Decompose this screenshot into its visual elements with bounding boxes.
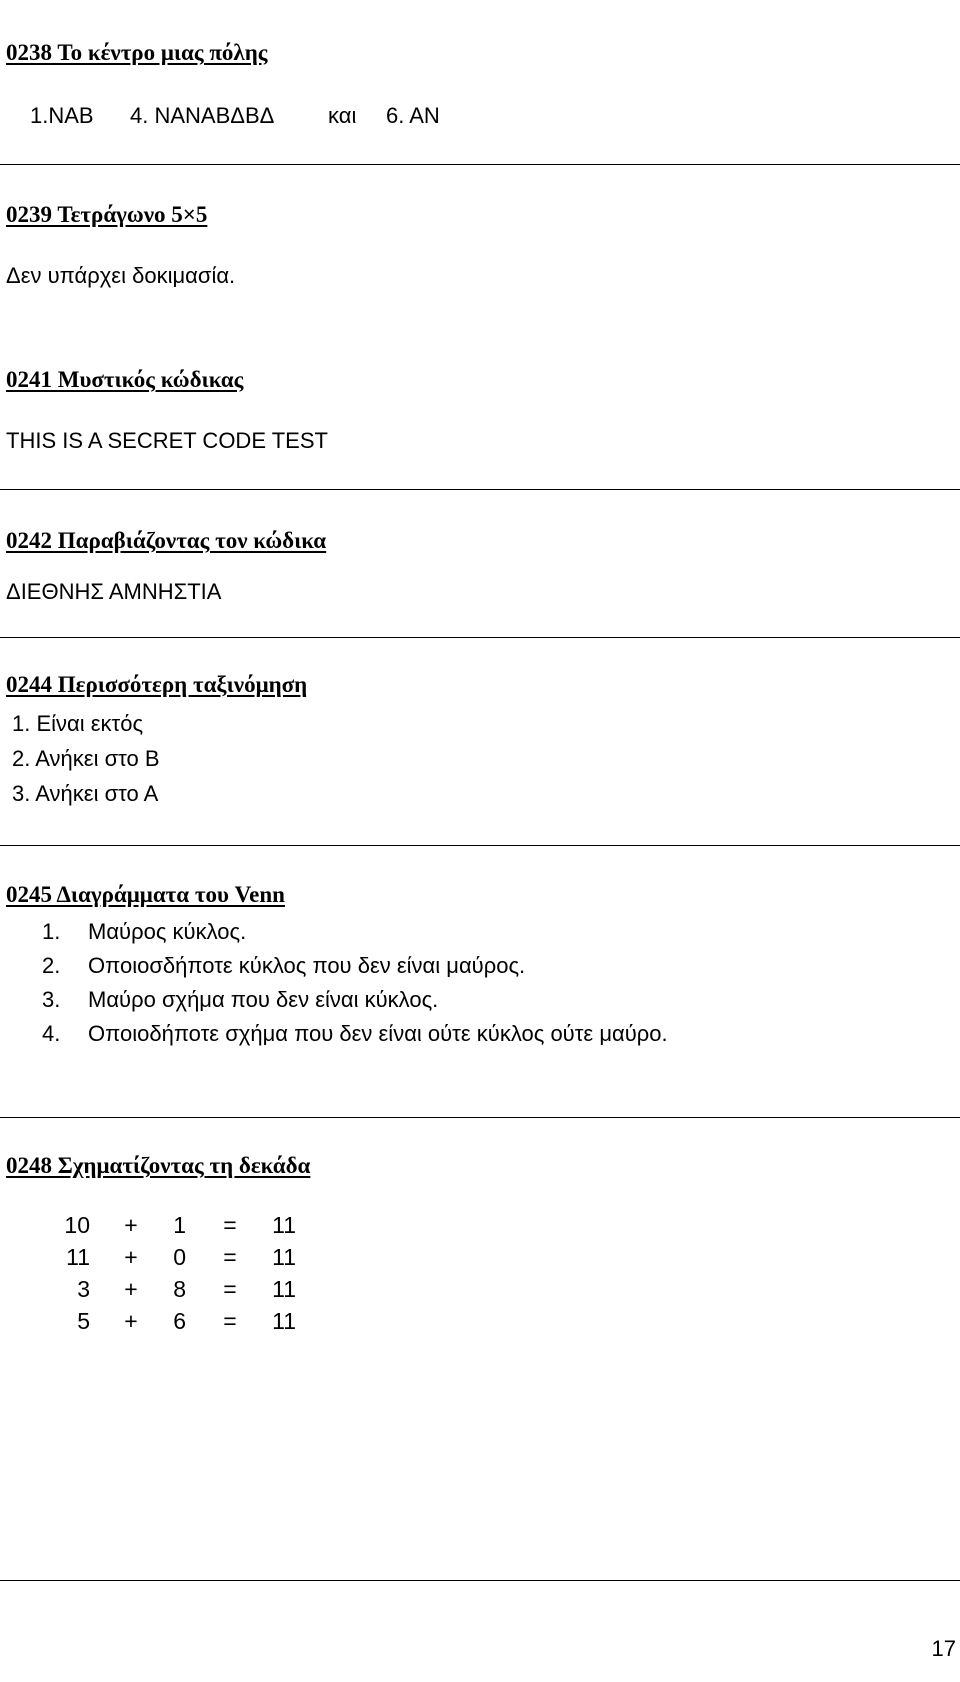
section-divider <box>0 637 960 638</box>
list-item: Οποιοδήποτε σχήμα που δεν είναι ούτε κύκλος ούτε μαύρο. <box>88 1021 668 1046</box>
addend: 5 <box>77 1308 90 1334</box>
equation-row <box>0 1244 330 1276</box>
list-item: Μαύρο σχήμα που δεν είναι κύκλος. <box>88 987 439 1012</box>
sum: 11 <box>272 1308 296 1334</box>
equation-row <box>0 1308 330 1340</box>
equals-sign: = <box>223 1276 237 1302</box>
answer-token: 6. ΑΝ <box>386 103 440 128</box>
answer-token: και <box>328 103 357 128</box>
list-item: 3. Ανήκει στο Α <box>12 781 159 806</box>
section-0239-title: 0239 Τετράγωνο 5×5 <box>6 202 208 227</box>
addend: 8 <box>173 1276 186 1302</box>
addend: 3 <box>77 1276 90 1302</box>
section-0245-title: 0245 Διαγράμματα του Venn <box>6 882 285 907</box>
equation-row <box>0 1212 330 1244</box>
section-0248-title: 0248 Σχηματίζοντας τη δεκάδα <box>6 1153 311 1178</box>
addend: 11 <box>66 1244 90 1270</box>
equals-sign: = <box>223 1308 237 1334</box>
sum: 11 <box>272 1212 296 1238</box>
list-item: Μαύρος κύκλος. <box>88 919 247 944</box>
section-divider <box>0 1117 960 1118</box>
list-item-number: 4. <box>42 1021 61 1046</box>
page-number: 17 <box>931 1636 956 1661</box>
footer-divider <box>0 1580 960 1581</box>
addend: 0 <box>173 1244 186 1270</box>
section-0244-title: 0244 Περισσότερη ταξινόμηση <box>6 672 308 697</box>
list-item-number: 3. <box>42 987 61 1012</box>
section-0241-text: THIS IS A SECRET CODE TEST <box>6 428 328 453</box>
section-divider <box>0 489 960 490</box>
equals-sign: = <box>223 1212 237 1238</box>
equation-row <box>0 1276 330 1308</box>
section-0238-title: 0238 Το κέντρο μιας πόλης <box>6 40 268 65</box>
sum: 11 <box>272 1244 296 1270</box>
addend: 6 <box>173 1308 186 1334</box>
answer-token: 4. ΝΑΝΑΒΔΒΔ <box>130 103 275 128</box>
section-divider <box>0 845 960 846</box>
list-item: 2. Ανήκει στο Β <box>12 746 160 771</box>
plus-sign: + <box>124 1276 138 1302</box>
section-0241-title: 0241 Μυστικός κώδικας <box>6 367 244 392</box>
section-0242-title: 0242 Παραβιάζοντας τον κώδικα <box>6 528 327 553</box>
sum: 11 <box>272 1276 296 1302</box>
list-item-number: 1. <box>42 919 61 944</box>
plus-sign: + <box>124 1308 138 1334</box>
list-item: Οποιοσδήποτε κύκλος που δεν είναι μαύρος. <box>88 953 526 978</box>
equals-sign: = <box>223 1244 237 1270</box>
plus-sign: + <box>124 1212 138 1238</box>
list-item: 1. Είναι εκτός <box>12 711 144 736</box>
list-item-number: 2. <box>42 953 61 978</box>
answer-token: 1.ΝΑΒ <box>30 103 94 128</box>
addend: 1 <box>173 1212 186 1238</box>
section-0242-text: ΔΙΕΘΝΗΣ ΑΜΝΗΣΤΙΑ <box>6 579 222 604</box>
section-0239-text: Δεν υπάρχει δοκιμασία. <box>6 263 236 288</box>
addend: 10 <box>64 1212 90 1238</box>
plus-sign: + <box>124 1244 138 1270</box>
section-divider <box>0 164 960 165</box>
